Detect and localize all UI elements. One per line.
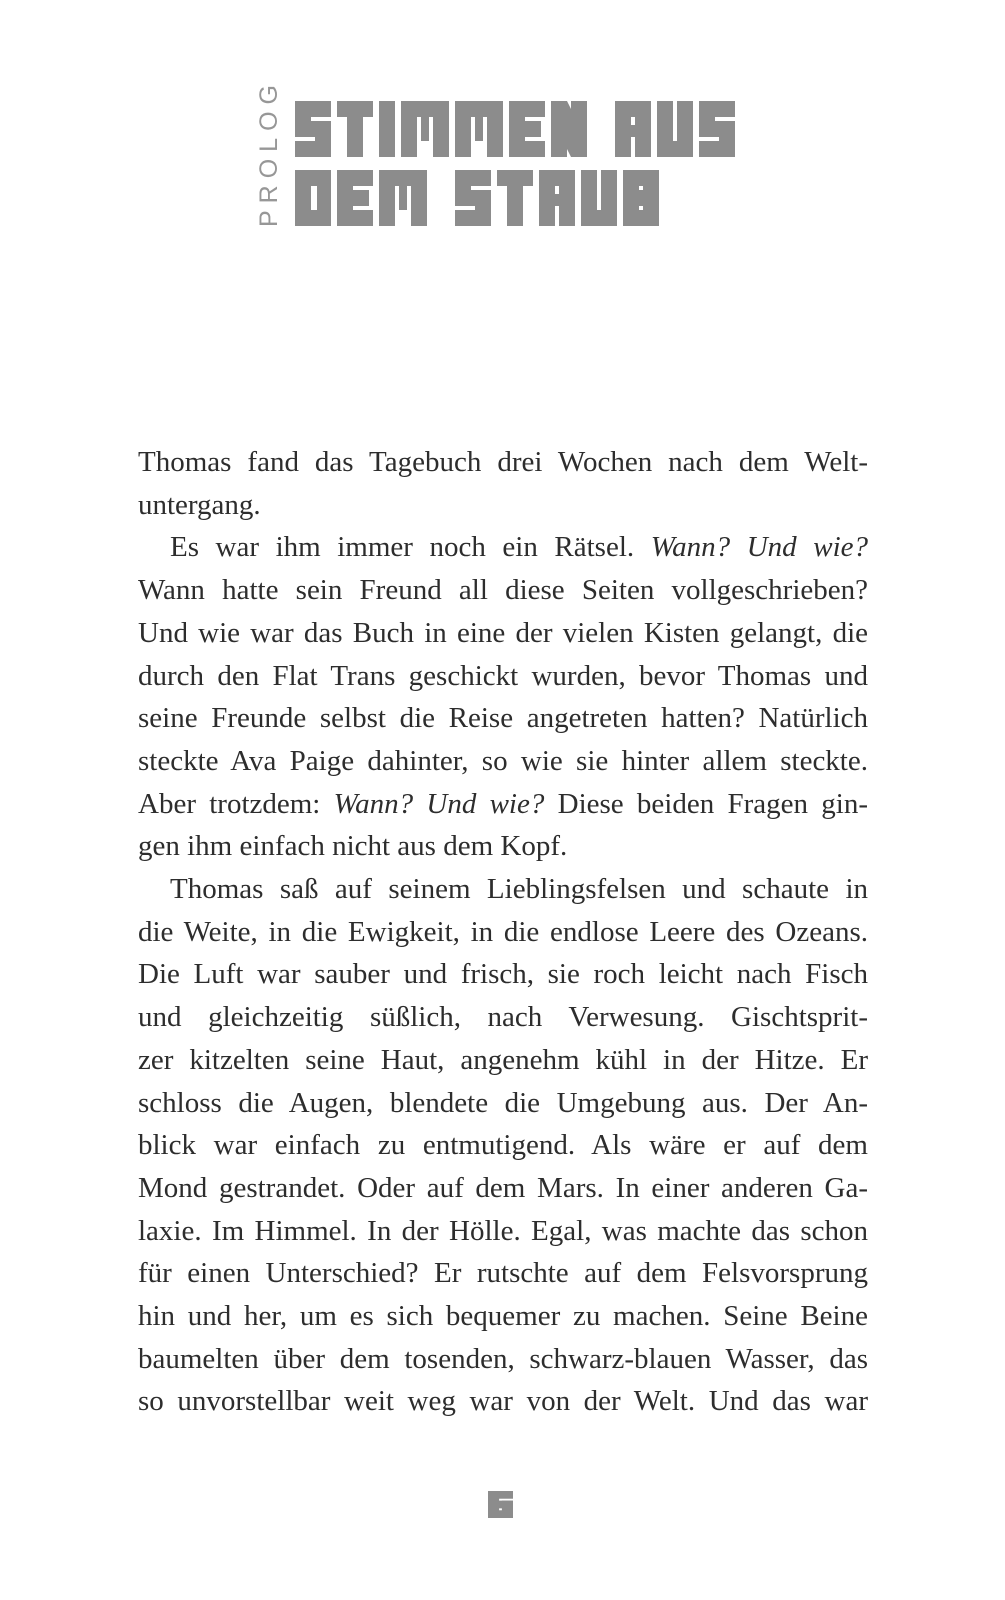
text-segment: zer kitzelten seine Haut, angenehm kühl in der Hitze. Er: [138, 1043, 868, 1076]
text-line: [138, 612, 868, 655]
text-line: [138, 1380, 868, 1423]
text-segment: Aber trotzdem:: [138, 787, 334, 820]
text-segment: Thomas fand das Tagebuch drei Wochen nach dem Welt-: [138, 446, 868, 478]
italic-phrase: Wann? Und wie?: [333, 787, 545, 820]
text-segment: für einen Unterschied? Er rutschte auf dem Felsvorsprung: [138, 1257, 868, 1290]
text-segment: die Weite, in die Ewigkeit, in die endlose Leere des Ozeans.: [138, 915, 868, 948]
text-segment: und gleichzeitig süßlich, nach Verwesung. Gischtsprit-: [138, 1001, 868, 1034]
text-line: [138, 1252, 868, 1295]
text-line: [138, 697, 868, 740]
text-segment: untergang.: [138, 488, 261, 521]
text-line: [138, 441, 868, 484]
text-segment: steckte Ava Paige dahinter, so wie sie hinter allem steckte.: [138, 744, 868, 777]
text-line: [138, 484, 868, 527]
text-line: [138, 1295, 868, 1338]
text-line: [138, 1338, 868, 1381]
text-segment: Wann hatte sein Freund all diese Seiten vollgeschrieben?: [138, 574, 868, 607]
text-segment: baumelten über dem tosenden, schwarz-blauen Wasser, das: [138, 1342, 868, 1375]
text-segment: laxie. Im Himmel. In der Hölle. Egal, was machte das schon: [138, 1214, 868, 1247]
page-number: [488, 1491, 513, 1518]
text-line: [138, 1039, 868, 1082]
chapter-title-line-2: [295, 170, 659, 231]
text-line: [138, 1210, 868, 1253]
text-line: [138, 825, 868, 868]
text-line: [138, 569, 868, 612]
text-line: [138, 655, 868, 698]
text-segment: Die Luft war sauber und frisch, sie roch leicht nach Fisch: [138, 958, 868, 991]
text-segment: seine Freunde selbst die Reise angetreten hatten? Natürlich: [138, 702, 868, 735]
text-segment: Diese beiden Fragen gin-: [544, 787, 868, 820]
body-text: [138, 441, 868, 1423]
text-segment: durch den Flat Trans geschickt wurden, bevor Thomas und: [138, 659, 868, 692]
prolog-kicker-label: PROLOG: [255, 78, 283, 227]
prolog-kicker: [251, 78, 295, 229]
text-segment: Es war ihm immer noch ein Rätsel.: [170, 531, 651, 564]
chapter-title-line-1: [295, 101, 735, 162]
text-segment: so unvorstellbar weit weg war von der Welt. Und das war: [138, 1385, 868, 1418]
text-segment: gen ihm einfach nicht aus dem Kopf.: [138, 830, 568, 863]
text-line: [138, 868, 868, 911]
text-line: [138, 526, 868, 569]
text-line: [138, 1082, 868, 1125]
text-line: [138, 783, 868, 826]
text-segment: hin und her, um es sich bequemer zu machen. Seine Beine: [138, 1300, 868, 1333]
italic-phrase: Wann? Und wie?: [650, 531, 868, 564]
text-segment: Thomas saß auf seinem Lieblingsfelsen und schaute in: [170, 873, 868, 906]
text-segment: schloss die Augen, blendete die Umgebung aus. Der An-: [138, 1086, 868, 1119]
text-line: [138, 911, 868, 954]
text-line: [138, 1124, 868, 1167]
text-segment: blick war einfach zu entmutigend. Als wäre er auf dem: [138, 1129, 868, 1162]
text-segment: Mond gestrandet. Oder auf dem Mars. In einer anderen Ga-: [138, 1171, 868, 1204]
text-line: [138, 740, 868, 783]
text-segment: Und wie war das Buch in eine der vielen Kisten gelangt, die: [138, 616, 868, 649]
text-line: [138, 953, 868, 996]
text-line: [138, 1167, 868, 1210]
text-line: [138, 996, 868, 1039]
